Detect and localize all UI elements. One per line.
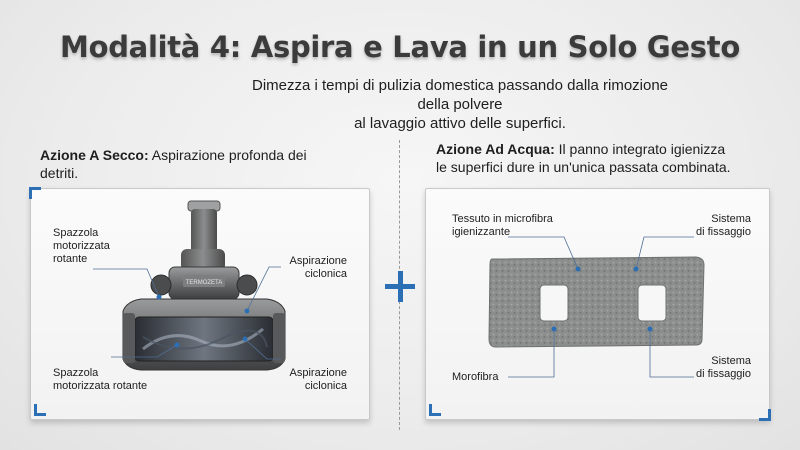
dry-action-heading: Azione A Secco:: [40, 147, 149, 163]
label-brush-bottom: Spazzola motorizzata rotante: [53, 367, 148, 392]
label-cyclone-top: Aspirazione ciclonica: [289, 255, 347, 280]
page-title: Modalità 4: Aspira e Lava in un Solo Gesto: [60, 30, 740, 64]
brand-label: TERMOZETA: [185, 280, 223, 286]
label-brush-top: Spazzola motorizzata rotante: [53, 227, 110, 265]
label-fix-top: Sistema di fissaggio: [695, 213, 751, 238]
wet-action-heading: Azione Ad Acqua:: [436, 141, 555, 157]
label-fiber: Morofibra: [452, 371, 499, 383]
plus-icon: [383, 270, 417, 304]
page-subtitle: [250, 76, 670, 133]
wet-action-caption: [436, 140, 766, 176]
dry-panel: [30, 188, 370, 420]
wet-panel: [425, 188, 770, 420]
subtitle-line-2: al lavaggio attivo delle superfici.: [354, 115, 566, 132]
wet-action-text-1: Il panno integrato igienizza: [554, 141, 726, 157]
dry-action-caption: [40, 146, 340, 182]
subtitle-line-1: Dimezza i tempi di pulizia domestica passando dalla rimozione della polvere: [251, 77, 669, 113]
wet-action-text-2: le superfici dure in un'unica passata combinata.: [436, 159, 731, 175]
dry-action-text: Aspirazione profonda dei detriti.: [40, 147, 307, 181]
label-fabric: Tessuto in microfibra igienizzante: [452, 213, 553, 238]
label-fix-bottom: Sistema di fissaggio: [695, 355, 751, 380]
label-cyclone-bottom: Aspirazione ciclonica: [289, 367, 347, 392]
